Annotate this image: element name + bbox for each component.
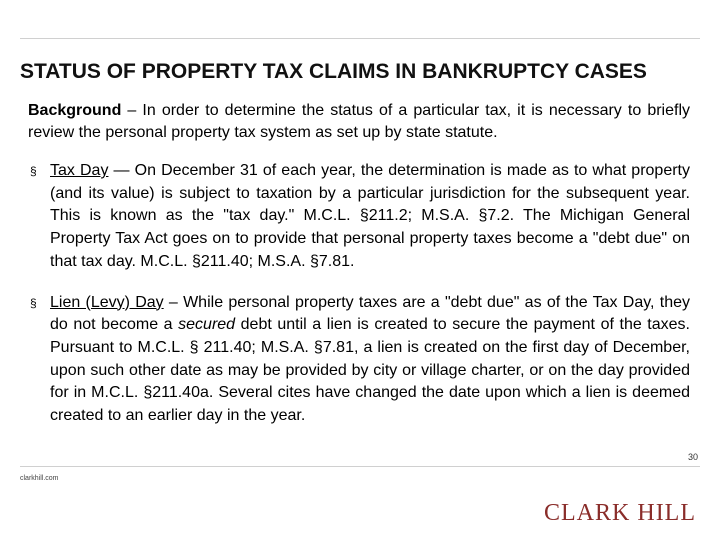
intro-paragraph [28,100,690,144]
top-divider [20,38,700,39]
bullet-text: — On December 31 of each year, the determination is made as to what property (and its value) is subject to taxation by a particular jurisdiction for the subsequent year. This is known as the "tax day." M.C.L. §211.2; M.S.A. §7.2. The Michigan General Property Tax Act goes on to provide that personal property taxes become a "debt due" on that tax day. M.C.L. §211.40; M.S.A. §7.81. [50,162,691,270]
bullet-lien-day [28,292,690,428]
slide-title: STATUS OF PROPERTY TAX CLAIMS IN BANKRUPTCY CASES [20,60,647,83]
bullet-emphasis: secured [178,316,236,334]
bullet-marker-icon: § [30,295,37,310]
bottom-divider [20,466,700,467]
bullet-term: Tax Day [50,162,109,179]
footer-url: clarkhill.com [20,475,59,482]
bullet-marker-icon: § [30,164,37,178]
bullet-tax-day [28,160,690,274]
bullet-text-before: – While personal property taxes are a "debt due" as of the Tax Day, they do not become a [50,293,690,334]
bullet-term: Lien (Levy) Day [50,293,164,311]
clark-hill-logo: CLARK HILL [544,500,696,526]
intro-label: Background [28,102,122,119]
intro-text: – In order to determine the status of a particular tax, it is necessary to briefly review the personal property tax system as set up by state statute. [28,102,690,141]
bullet-list [28,160,690,446]
page-number: 30 [687,452,698,462]
bullet-text-after: debt until a lien is created to secure the payment of the taxes. Pursuant to M.C.L. § 211.40; M.S.A. §7.81, a lien is created on the first day of December, upon such other date as may be provided by city or village charter, or on the day provided for in M.C.L. §211.40a. Several cites have changed the date upon which a lien is deemed created to an earlier day in the year. [50,316,690,425]
